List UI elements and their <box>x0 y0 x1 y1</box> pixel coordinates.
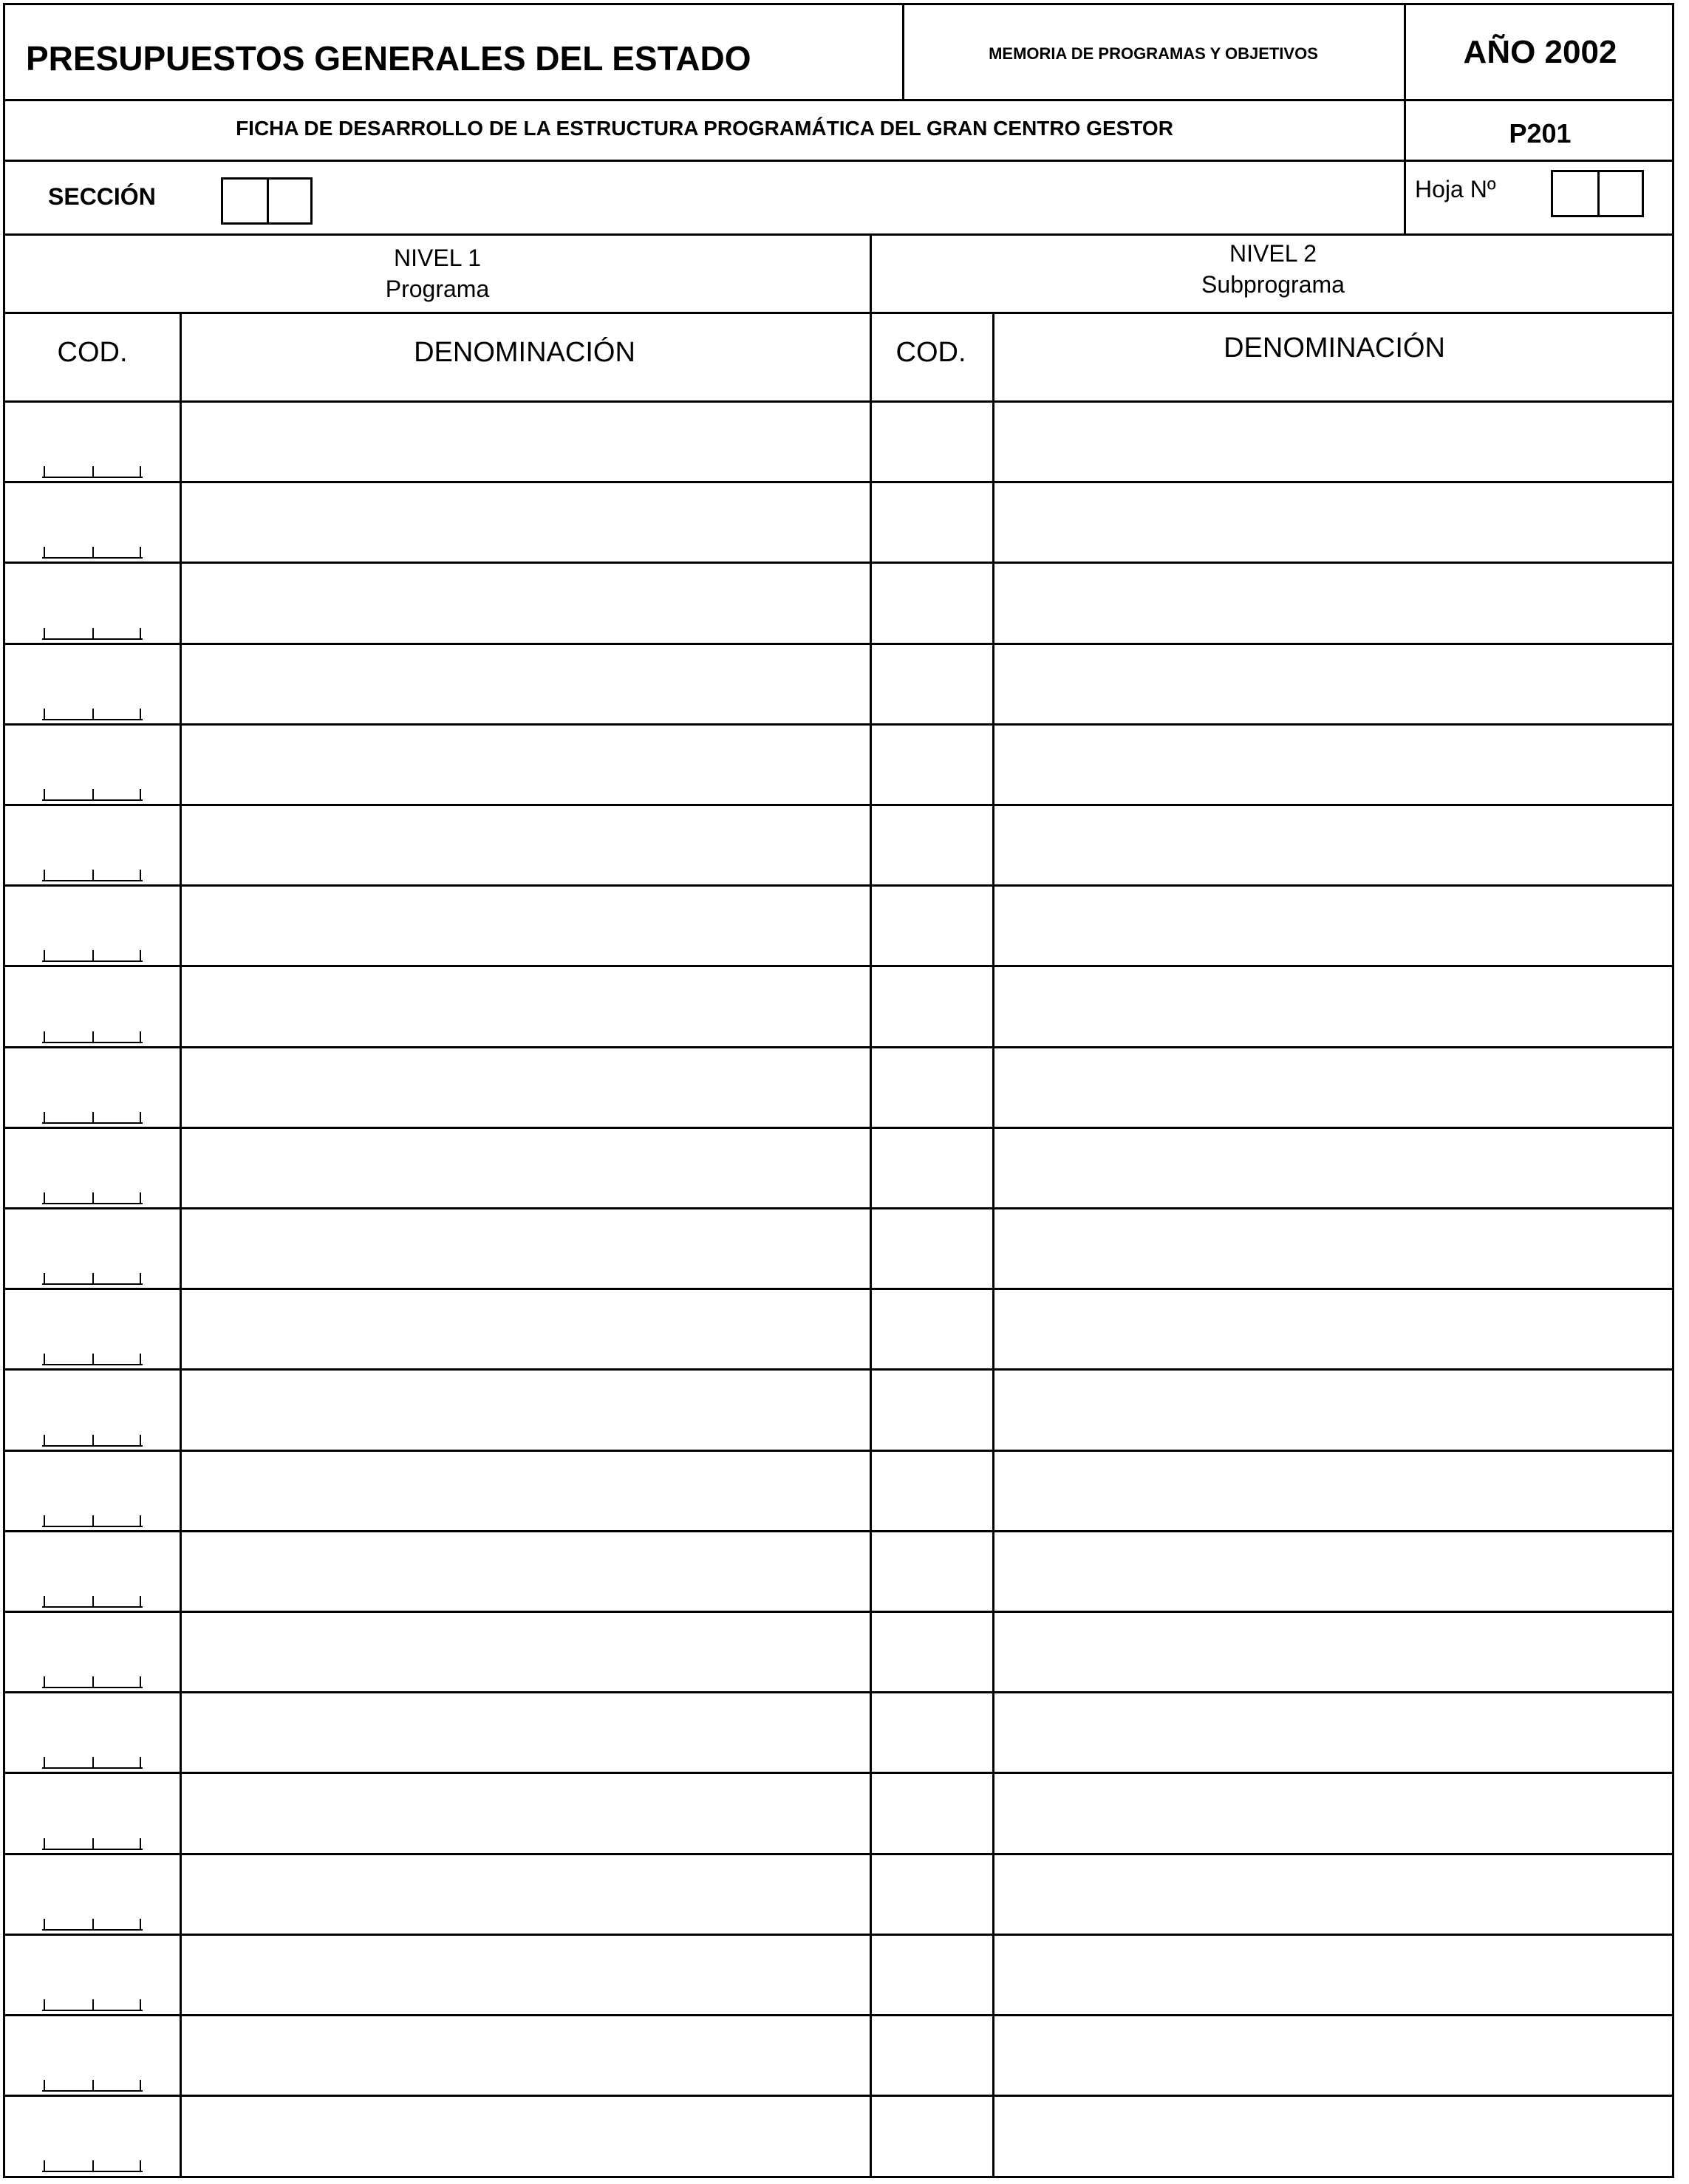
cod-digit-tick <box>92 709 94 719</box>
cod-digit-tick <box>92 547 94 557</box>
cod-digit-guide <box>42 1687 143 1688</box>
table-row[interactable] <box>5 723 1672 804</box>
cod-digit-tick <box>44 1192 45 1203</box>
col-denominacion-2: DENOMINACIÓN <box>1224 332 1445 364</box>
cod-digit-tick <box>140 1354 141 1364</box>
cod-digit-tick <box>44 1112 45 1122</box>
page-title: PRESUPUESTOS GENERALES DEL ESTADO <box>26 39 751 78</box>
cod-digit-tick <box>140 628 141 638</box>
table-row[interactable] <box>5 884 1672 965</box>
col-denominacion-1: DENOMINACIÓN <box>414 337 635 368</box>
cod-digit-guide <box>42 1283 143 1285</box>
col-cod-1: COD. <box>57 337 128 368</box>
table-row[interactable] <box>5 1450 1672 1530</box>
cod-digit-tick <box>92 1596 94 1606</box>
cod-digit-guide <box>42 2090 143 2092</box>
cod-digit-tick <box>140 1515 141 1526</box>
cod-digit-tick <box>44 1031 45 1042</box>
table-row[interactable] <box>5 643 1672 723</box>
cod-digit-tick <box>92 1273 94 1283</box>
cod-digit-tick <box>92 2160 94 2171</box>
cod-digit-tick <box>44 870 45 880</box>
table-row[interactable] <box>5 1288 1672 1368</box>
cod-digit-tick <box>44 1596 45 1606</box>
cod-digit-tick <box>92 789 94 799</box>
cod-digit-guide <box>42 1042 143 1043</box>
cod-digit-tick <box>44 709 45 719</box>
top-border <box>5 3 1672 5</box>
hoja-input[interactable] <box>1551 170 1644 217</box>
cod-digit-tick <box>140 1031 141 1042</box>
bottom-border <box>5 2176 1672 2178</box>
table-row[interactable] <box>5 1772 1672 1852</box>
cod-digit-guide <box>42 1849 143 1850</box>
cod-digit-tick <box>44 1273 45 1283</box>
table-row[interactable] <box>5 2014 1672 2095</box>
cod-digit-tick <box>92 1435 94 1445</box>
cod-digit-tick <box>140 1999 141 2010</box>
cod-digit-guide <box>42 1526 143 1527</box>
cod-digit-tick <box>92 1838 94 1849</box>
cod-digit-tick <box>140 1273 141 1283</box>
cod-digit-tick <box>92 1112 94 1122</box>
cod-digit-tick <box>92 2080 94 2090</box>
cod-digit-tick <box>140 1192 141 1203</box>
nivel2-header <box>870 238 1676 300</box>
cod-digit-tick <box>44 789 45 799</box>
table-row[interactable] <box>5 1207 1672 1288</box>
cod-digit-guide <box>42 719 143 720</box>
cod-digit-tick <box>44 1838 45 1849</box>
row-divider <box>5 233 1672 236</box>
cod-digit-tick <box>44 1999 45 2010</box>
table-row[interactable] <box>5 804 1672 884</box>
cod-digit-guide <box>42 1203 143 1204</box>
cod-digit-tick <box>140 2160 141 2171</box>
table-row[interactable] <box>5 1368 1672 1449</box>
cod-digit-tick <box>140 1838 141 1849</box>
cod-digit-tick <box>92 1192 94 1203</box>
seccion-label: SECCIÓN <box>48 183 156 210</box>
ficha-label: FICHA DE DESARROLLO DE LA ESTRUCTURA PROGRAMÁTICA DEL GRAN CENTRO GESTOR <box>236 117 1173 140</box>
nivel1-title: NIVEL 1 <box>394 245 481 271</box>
cod-digit-tick <box>92 466 94 477</box>
row-divider <box>5 312 1672 314</box>
cod-digit-guide <box>42 1364 143 1365</box>
year-label: AÑO 2002 <box>1463 34 1617 70</box>
cod-digit-tick <box>92 870 94 880</box>
cod-digit-guide <box>42 1445 143 1447</box>
cod-digit-guide <box>42 1606 143 1608</box>
nivel2-title: NIVEL 2 <box>1229 240 1317 267</box>
table-row[interactable] <box>5 1611 1672 1691</box>
table-row[interactable] <box>5 1853 1672 1934</box>
cod-digit-tick <box>44 1757 45 1767</box>
cod-digit-tick <box>92 1999 94 2010</box>
cod-digit-tick <box>92 1676 94 1687</box>
cod-digit-guide <box>42 2010 143 2011</box>
hoja-label: Hoja Nº <box>1415 176 1496 202</box>
cod-digit-tick <box>140 950 141 960</box>
memoria-label: MEMORIA DE PROGRAMAS Y OBJETIVOS <box>989 44 1318 63</box>
row-divider <box>5 160 1672 162</box>
table-row[interactable] <box>5 400 1672 481</box>
table-row[interactable] <box>5 481 1672 562</box>
cod-digit-tick <box>44 2080 45 2090</box>
cod-digit-tick <box>44 1919 45 1929</box>
budget-form <box>3 3 1674 2178</box>
cod-digit-tick <box>92 1757 94 1767</box>
cod-digit-tick <box>44 628 45 638</box>
cod-digit-guide <box>42 2171 143 2172</box>
cod-digit-guide <box>42 557 143 559</box>
cod-digit-tick <box>140 547 141 557</box>
cod-digit-guide <box>42 477 143 478</box>
form-code: P201 <box>1509 118 1572 149</box>
cod-digit-tick <box>140 2080 141 2090</box>
cod-digit-guide <box>42 1929 143 1931</box>
table-row[interactable] <box>5 2095 1672 2175</box>
cod-digit-tick <box>92 1031 94 1042</box>
cod-digit-tick <box>140 1676 141 1687</box>
cod-digit-tick <box>140 870 141 880</box>
nivel2-subtitle: Subprograma <box>1201 271 1345 298</box>
cod-digit-guide <box>42 1767 143 1769</box>
cod-digit-tick <box>140 1435 141 1445</box>
nivel1-header <box>5 242 870 304</box>
row-divider <box>5 99 1672 101</box>
table-row[interactable] <box>5 1530 1672 1611</box>
cod-digit-tick <box>140 466 141 477</box>
cod-digit-tick <box>92 628 94 638</box>
table-row[interactable] <box>5 562 1672 642</box>
cod-digit-tick <box>140 789 141 799</box>
cod-digit-guide <box>42 880 143 881</box>
cod-digit-tick <box>92 1515 94 1526</box>
table-row[interactable] <box>5 965 1672 1045</box>
cod-digit-tick <box>44 1435 45 1445</box>
cod-digit-guide <box>42 960 143 962</box>
table-row[interactable] <box>5 1691 1672 1772</box>
cod-digit-guide <box>42 1122 143 1124</box>
table-row[interactable] <box>5 1934 1672 2014</box>
cod-digit-tick <box>44 2160 45 2171</box>
cod-digit-tick <box>140 1596 141 1606</box>
cod-digit-tick <box>140 709 141 719</box>
cod-digit-tick <box>92 950 94 960</box>
cod-digit-tick <box>44 1354 45 1364</box>
col-cod-2: COD. <box>895 337 966 368</box>
cod-digit-tick <box>44 466 45 477</box>
table-row[interactable] <box>5 1046 1672 1127</box>
cod-digit-tick <box>140 1757 141 1767</box>
cod-digit-tick <box>44 1515 45 1526</box>
table-row[interactable] <box>5 1127 1672 1207</box>
cod-digit-tick <box>92 1354 94 1364</box>
cod-digit-guide <box>42 638 143 640</box>
seccion-input[interactable] <box>221 177 313 225</box>
cod-digit-guide <box>42 799 143 801</box>
cod-digit-tick <box>44 547 45 557</box>
cod-digit-tick <box>92 1919 94 1929</box>
cod-digit-tick <box>44 950 45 960</box>
cod-digit-tick <box>140 1919 141 1929</box>
cod-digit-tick <box>140 1112 141 1122</box>
cod-digit-tick <box>44 1676 45 1687</box>
nivel1-subtitle: Programa <box>385 276 490 302</box>
